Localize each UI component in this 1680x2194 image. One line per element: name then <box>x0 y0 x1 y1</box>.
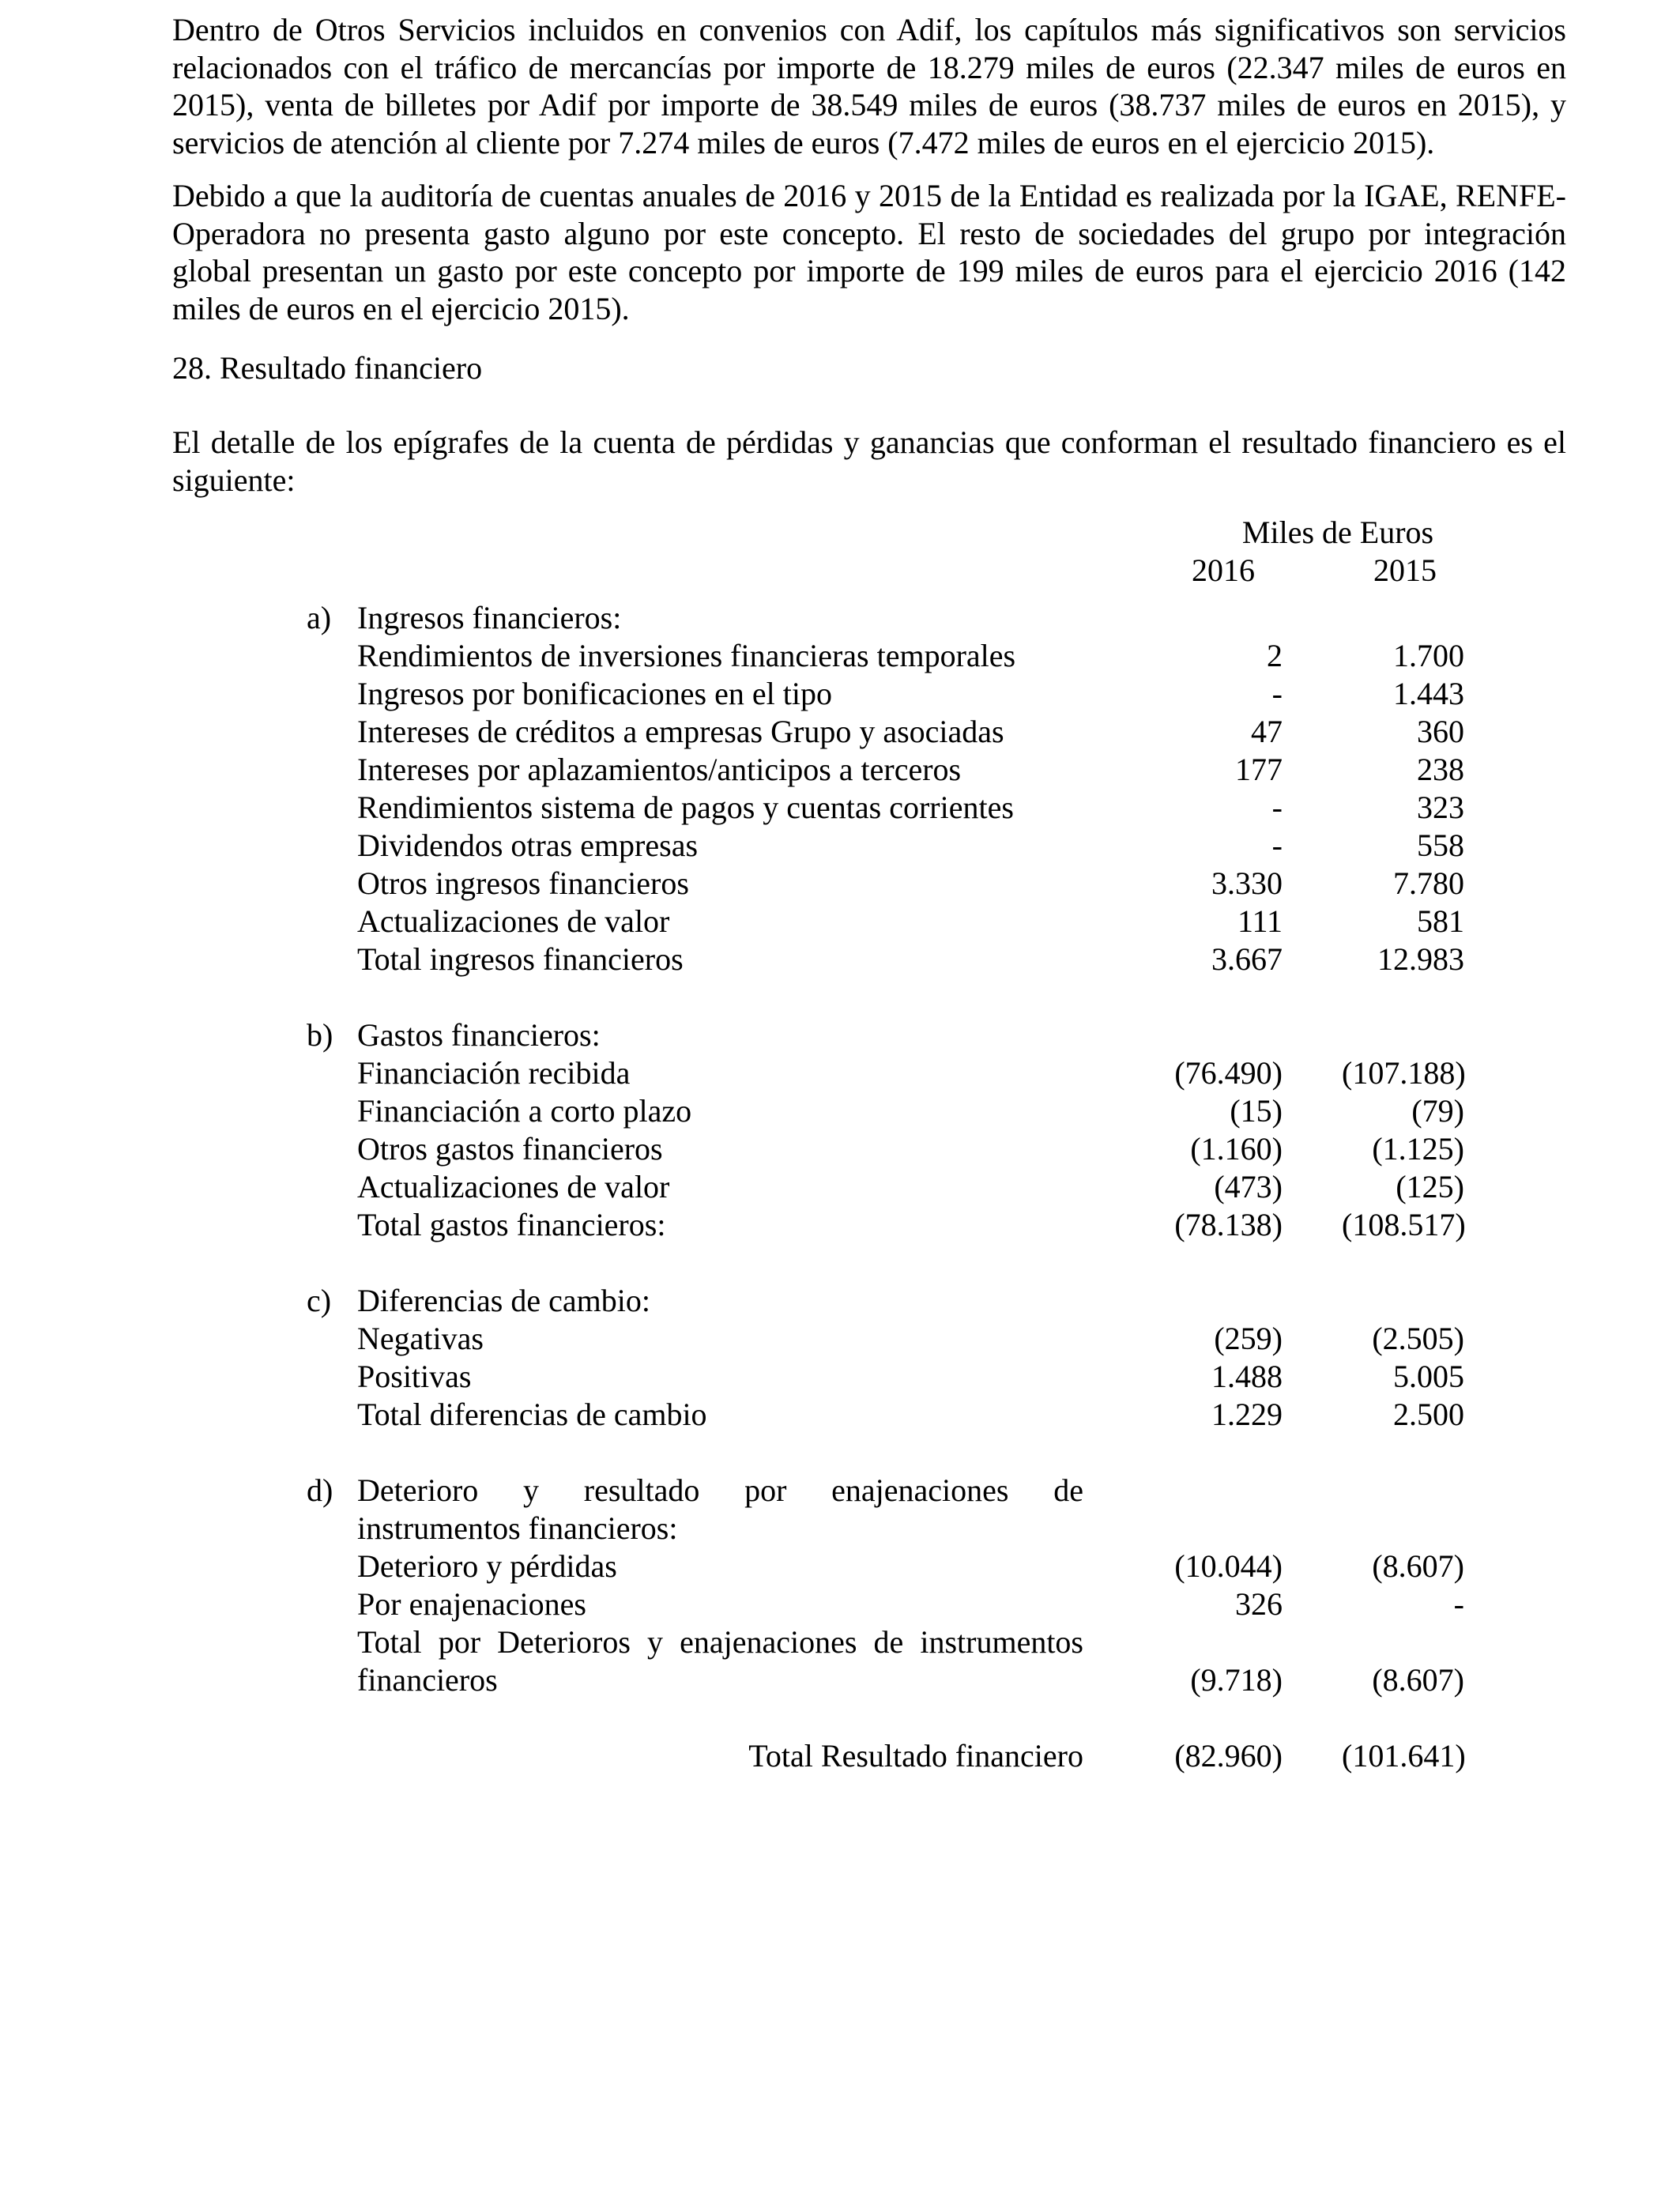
row-label: Financiación recibida <box>357 1055 631 1091</box>
row-value-2015: 360 <box>1417 714 1464 749</box>
row-value-2016: 177 <box>1235 752 1283 787</box>
row-label: Actualizaciones de valor <box>357 903 670 939</box>
table-row <box>172 1358 1566 1396</box>
row-value-2015: 323 <box>1417 790 1464 825</box>
row-value-2015: (2.505) <box>1372 1321 1464 1356</box>
table-row <box>172 1661 1566 1699</box>
row-value-2015: 7.780 <box>1393 865 1464 901</box>
row-label: Ingresos financieros: <box>357 600 622 635</box>
row-value-2016: - <box>1271 676 1283 711</box>
row-value-2015: (107.188) <box>1342 1055 1466 1091</box>
row-label: Deterioro y resultado por enajenaciones de <box>357 1472 1083 1508</box>
row-label: Total Resultado financiero <box>748 1738 1083 1774</box>
row-value-2015: (108.517) <box>1342 1207 1466 1242</box>
row-label: Negativas <box>357 1321 484 1356</box>
row-value-2016: - <box>1271 827 1283 863</box>
table-row <box>172 827 1566 865</box>
row-section-letter: b) <box>307 1017 333 1053</box>
table-row <box>172 1168 1566 1206</box>
row-label: Total gastos financieros: <box>357 1207 666 1242</box>
row-value-2016: (473) <box>1214 1169 1283 1204</box>
row-label: Ingresos por bonificaciones en el tipo <box>357 676 832 711</box>
row-value-2015: (8.607) <box>1372 1662 1464 1698</box>
row-value-2015: 5.005 <box>1393 1359 1464 1394</box>
paragraph-otros-servicios: Dentro de Otros Servicios incluidos en convenios con Adif, los capítulos más significativos son servicios relacionados con el tráfico de mercancías por importe de 18.279 miles de euros (22.347 miles de euros en 2015), venta de billetes por Adif por importe de 38.549 miles de euros (38.737 miles de euros en 2015), y servicios de atención al cliente por 7.274 miles de euros (7.472 miles de euros en el ejercicio 2015). <box>172 12 1566 160</box>
row-value-2015: (79) <box>1411 1093 1464 1129</box>
table-row <box>172 941 1566 978</box>
table-row <box>172 1320 1566 1358</box>
row-label: financieros <box>357 1662 498 1698</box>
row-label: Total diferencias de cambio <box>357 1397 707 1432</box>
table-row <box>172 713 1566 751</box>
row-value-2016: (10.044) <box>1174 1548 1283 1584</box>
table-row <box>172 1092 1566 1130</box>
row-section-letter: a) <box>307 600 332 635</box>
row-label: Rendimientos sistema de pagos y cuentas corrientes <box>357 790 1014 825</box>
table-row <box>172 1016 1566 1054</box>
table-row <box>172 789 1566 827</box>
table-row <box>172 1510 1566 1547</box>
row-label: Dividendos otras empresas <box>357 827 699 863</box>
row-value-2016: (15) <box>1230 1093 1283 1129</box>
row-label: Gastos financieros: <box>357 1017 601 1053</box>
table-row <box>172 1547 1566 1585</box>
table-unit-header: Miles de Euros <box>1241 515 1434 550</box>
row-value-2015: 1.443 <box>1393 676 1464 711</box>
row-value-2016: 3.667 <box>1211 941 1283 977</box>
row-value-2015: 581 <box>1417 903 1464 939</box>
table-row <box>172 1206 1566 1244</box>
row-label: Por enajenaciones <box>357 1586 586 1622</box>
row-value-2016: (1.160) <box>1190 1131 1283 1167</box>
row-label: Otros ingresos financieros <box>357 865 689 901</box>
row-label: Intereses por aplazamientos/anticipos a terceros <box>357 752 962 787</box>
row-value-2015: 558 <box>1417 827 1464 863</box>
table-row <box>172 1396 1566 1434</box>
row-value-2015: - <box>1453 1586 1464 1622</box>
paragraph-auditoria: Debido a que la auditoría de cuentas anuales de 2016 y 2015 de la Entidad es realizada por la IGAE, RENFE-Operadora no presenta gasto alguno por este concepto. El resto de sociedades del grupo por integración global presentan un gasto por este concepto por importe de 199 miles de euros para el ejercicio 2016 (142 miles de euros en el ejercicio 2015). <box>172 178 1566 326</box>
table-year-2016-header: 2016 <box>1192 552 1255 588</box>
row-value-2016: - <box>1271 790 1283 825</box>
table-row <box>172 1623 1566 1661</box>
table-row <box>172 1737 1566 1775</box>
paragraph-detalle: El detalle de los epígrafes de la cuenta de pérdidas y ganancias que conforman el resultado financiero es el siguiente: <box>172 424 1566 498</box>
table-row <box>172 1282 1566 1320</box>
row-value-2016: (76.490) <box>1174 1055 1283 1091</box>
row-value-2015: (125) <box>1396 1169 1464 1204</box>
row-label: Otros gastos financieros <box>357 1131 663 1167</box>
table-year-2015-header: 2015 <box>1373 552 1437 588</box>
row-value-2016: (82.960) <box>1174 1738 1283 1774</box>
row-section-letter: c) <box>307 1283 332 1318</box>
table-row <box>172 675 1566 713</box>
row-label: Diferencias de cambio: <box>357 1283 650 1318</box>
row-value-2016: 3.330 <box>1211 865 1283 901</box>
row-label: Rendimientos de inversiones financieras temporales <box>357 638 1016 673</box>
row-value-2016: 2 <box>1267 638 1283 673</box>
row-value-2015: 2.500 <box>1393 1397 1464 1432</box>
table-row <box>172 1472 1566 1510</box>
row-value-2015: (8.607) <box>1372 1548 1464 1584</box>
row-value-2016: 326 <box>1235 1586 1283 1622</box>
row-value-2016: (259) <box>1214 1321 1283 1356</box>
table-row <box>172 1054 1566 1092</box>
table-row <box>172 865 1566 903</box>
table-row <box>172 903 1566 941</box>
row-value-2016: (9.718) <box>1190 1662 1283 1698</box>
row-value-2016: 1.488 <box>1211 1359 1283 1394</box>
row-value-2016: 111 <box>1237 903 1283 939</box>
row-label: instrumentos financieros: <box>357 1510 678 1546</box>
row-label: Total por Deterioros y enajenaciones de instrumentos <box>357 1624 1083 1660</box>
row-section-letter: d) <box>307 1472 333 1508</box>
table-row <box>172 1130 1566 1168</box>
row-label: Financiación a corto plazo <box>357 1093 692 1129</box>
row-label: Actualizaciones de valor <box>357 1169 670 1204</box>
row-label: Positivas <box>357 1359 472 1394</box>
row-value-2015: 238 <box>1417 752 1464 787</box>
table-row <box>172 637 1566 675</box>
row-value-2016: (78.138) <box>1174 1207 1283 1242</box>
row-value-2015: (101.641) <box>1342 1738 1466 1774</box>
table-row <box>172 1585 1566 1623</box>
row-value-2016: 47 <box>1251 714 1283 749</box>
table-row <box>172 599 1566 637</box>
row-label: Total ingresos financieros <box>357 941 684 977</box>
row-label: Deterioro y pérdidas <box>357 1548 617 1584</box>
row-label: Intereses de créditos a empresas Grupo y asociadas <box>357 714 1004 749</box>
table-row <box>172 751 1566 789</box>
row-value-2015: 12.983 <box>1377 941 1464 977</box>
row-value-2015: (1.125) <box>1372 1131 1464 1167</box>
row-value-2015: 1.700 <box>1393 638 1464 673</box>
section-heading: 28. Resultado financiero <box>172 350 483 386</box>
row-value-2016: 1.229 <box>1211 1397 1283 1432</box>
